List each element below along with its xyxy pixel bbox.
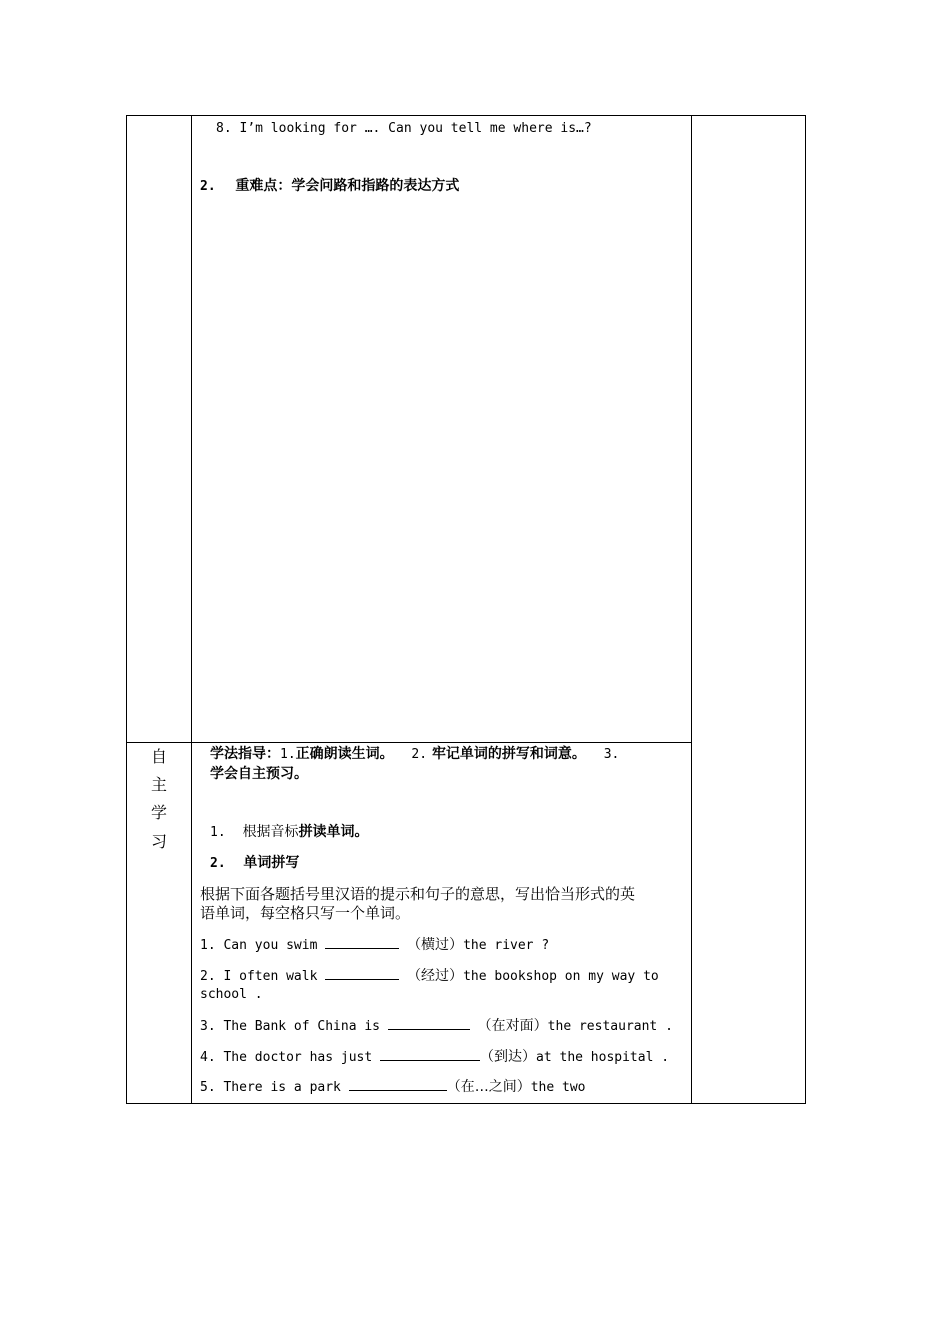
key-point-label: 重难点：学会问路和指路的表达方式 xyxy=(235,178,460,194)
step-1-number: 1. xyxy=(210,825,226,840)
method-label: 学法指导： xyxy=(210,746,280,762)
question-5 xyxy=(200,1076,586,1097)
side-label-char-4: 习 xyxy=(150,832,167,851)
side-label-char-1: 自 xyxy=(150,747,167,766)
method-a-number: 1. xyxy=(280,747,296,762)
question-2-text: 2. I often walk xyxy=(200,969,326,984)
question-1-text: 1. Can you swim xyxy=(200,938,326,953)
side-label-char-3: 学 xyxy=(150,803,167,822)
question-2-blank[interactable] xyxy=(325,965,399,980)
method-a-text: 正确朗读生词。 xyxy=(295,746,394,762)
question-4-blank[interactable] xyxy=(380,1046,480,1061)
question-1-end: the river ? xyxy=(463,938,550,953)
objective-item-8: 8. I’m looking for …. Can you tell me where is…? xyxy=(216,121,592,136)
method-b-number: 2. xyxy=(411,747,428,762)
method-c-number: 3. xyxy=(603,747,620,762)
question-5-text: 5. There is a park xyxy=(200,1080,349,1095)
instruction-line-2: 语单词，每空格只写一个单词。 xyxy=(200,904,411,922)
question-4-end: at the hospital . xyxy=(536,1050,670,1065)
question-4 xyxy=(200,1046,669,1067)
instruction-line-1: 根据下面各题括号里汉语的提示和句子的意思，写出恰当形式的英 xyxy=(200,885,636,903)
question-3 xyxy=(200,1015,673,1036)
step-2-number: 2. xyxy=(210,856,226,871)
question-2-continued: school . xyxy=(200,987,263,1002)
question-2-hint: （经过） xyxy=(407,968,464,984)
question-2 xyxy=(200,965,659,986)
question-3-text: 3. The Bank of China is xyxy=(200,1019,388,1034)
question-1-blank[interactable] xyxy=(325,934,399,949)
lesson-table xyxy=(126,115,806,1104)
question-1 xyxy=(200,934,549,955)
step-2 xyxy=(210,854,299,873)
key-point-number: 2. xyxy=(200,179,216,194)
question-1-hint: （横过） xyxy=(407,937,464,953)
question-2-end: the bookshop on my way to xyxy=(463,969,659,984)
method-guidance-line1 xyxy=(210,745,619,764)
step-2-label: 单词拼写 xyxy=(243,855,300,871)
step-1-text: 根据音标 xyxy=(242,824,299,840)
question-4-text: 4. The doctor has just xyxy=(200,1050,381,1065)
question-4-hint: （到达） xyxy=(480,1049,537,1065)
key-point-heading xyxy=(200,177,459,196)
question-3-hint: （在对面） xyxy=(477,1018,548,1034)
question-5-end: the two xyxy=(530,1080,586,1095)
step-1 xyxy=(210,823,369,842)
question-5-hint: （在…之间） xyxy=(446,1079,531,1095)
row-divider xyxy=(127,742,691,743)
question-5-blank[interactable] xyxy=(349,1076,447,1091)
question-3-blank[interactable] xyxy=(388,1015,470,1030)
step-1-bold-text: 拼读单词。 xyxy=(298,824,369,840)
side-label-char-2: 主 xyxy=(150,775,167,794)
method-b-text: 牢记单词的拼写和词意。 xyxy=(431,746,586,762)
column-divider-right xyxy=(691,116,692,1103)
question-3-end: the restaurant . xyxy=(547,1019,673,1034)
column-divider-left xyxy=(191,116,192,1103)
method-guidance-line2: 学会自主预习。 xyxy=(210,766,308,782)
